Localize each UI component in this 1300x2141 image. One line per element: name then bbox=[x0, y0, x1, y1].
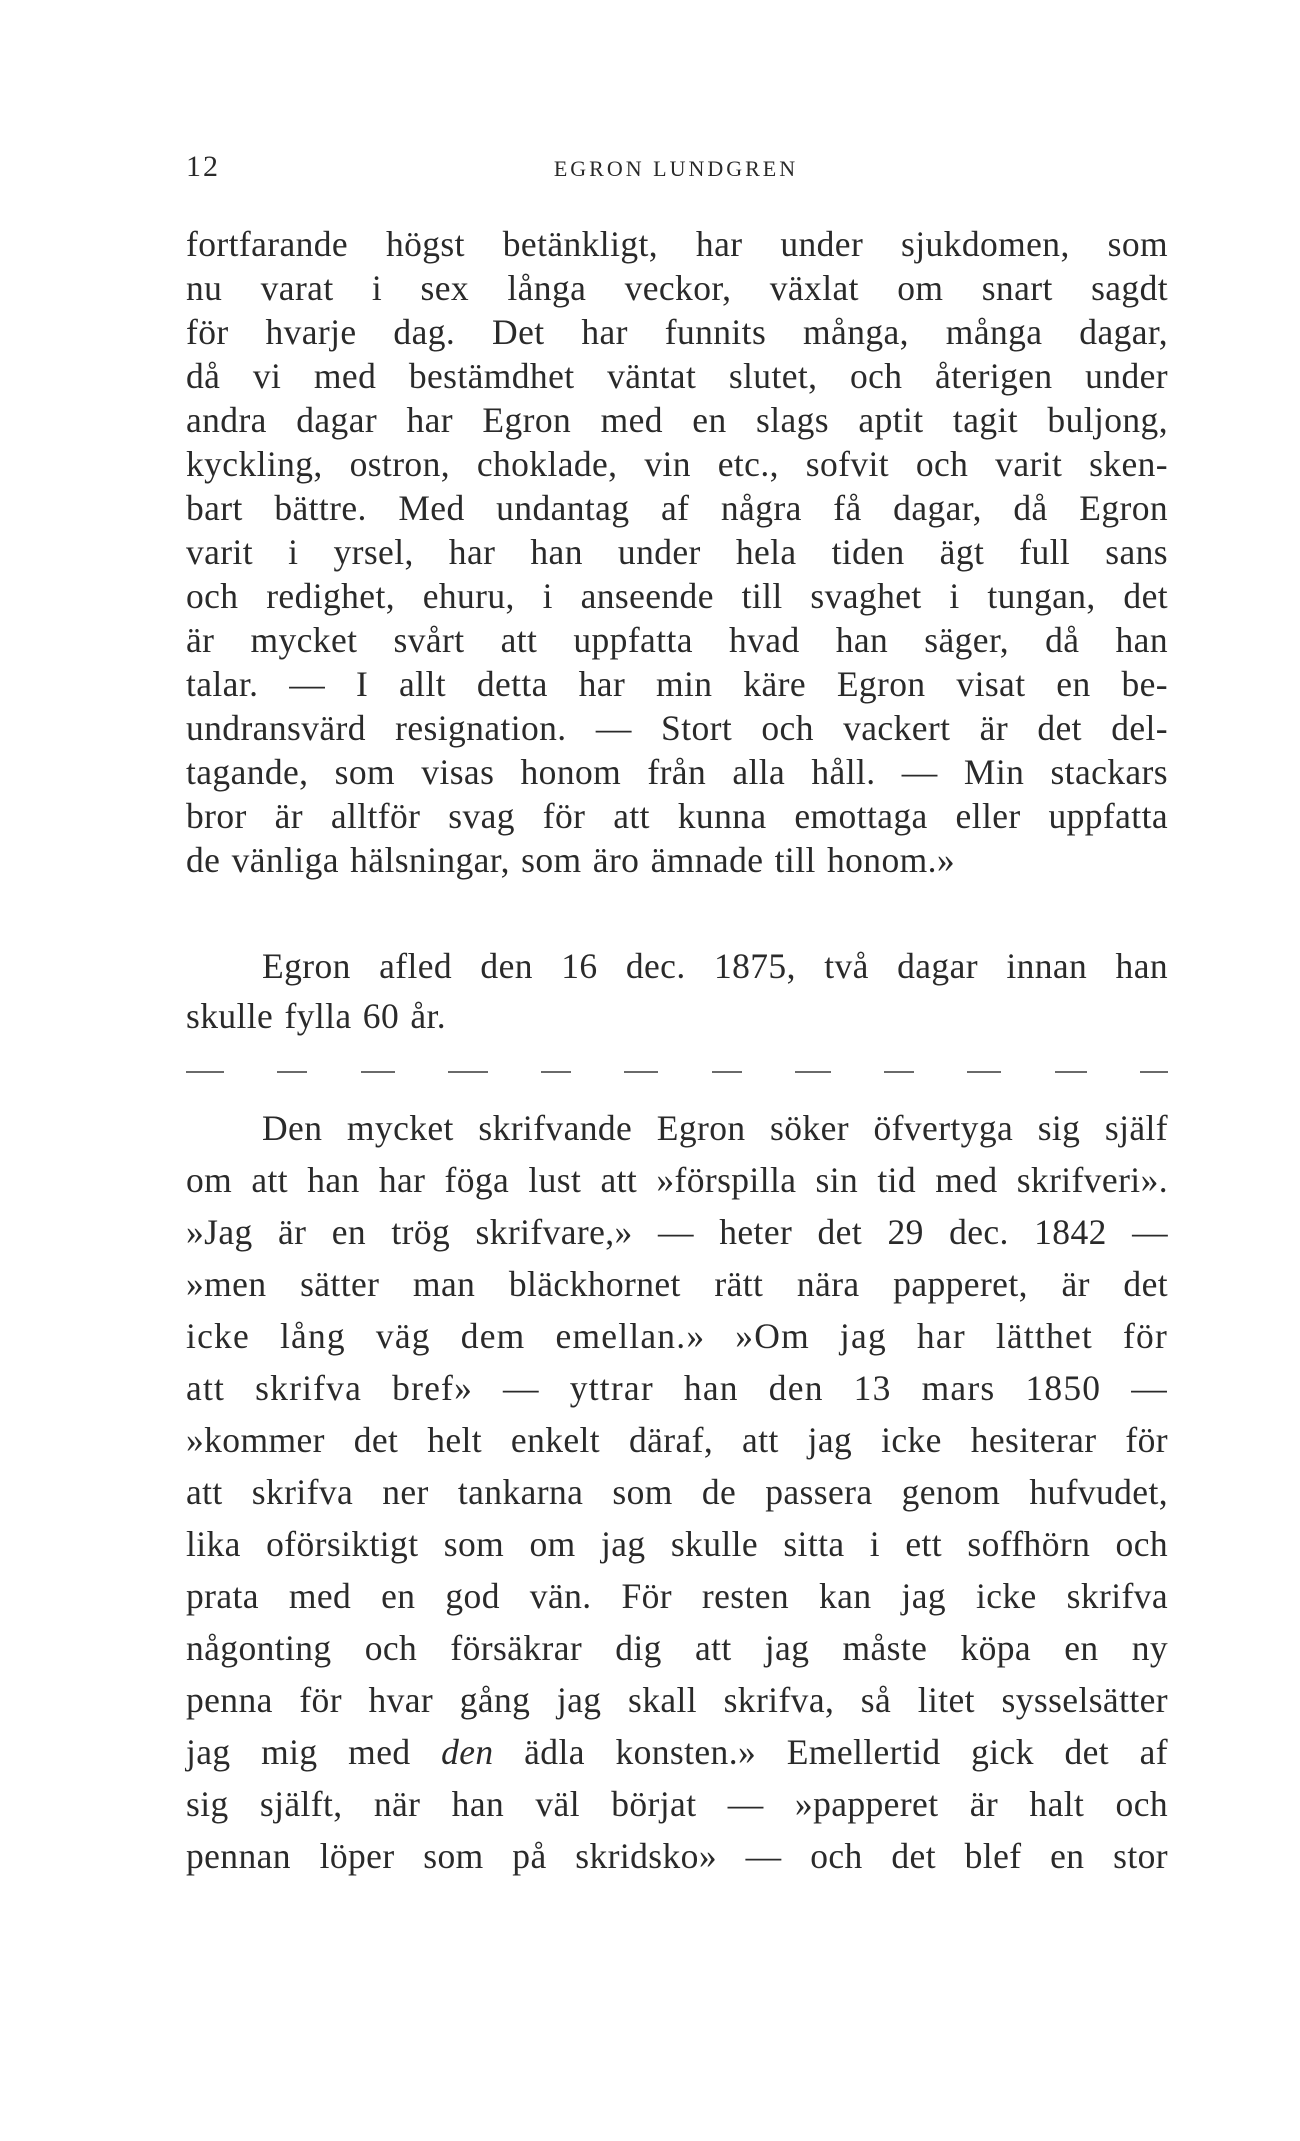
text-line: är mycket svårt att uppfatta hvad han säger, då han bbox=[186, 620, 1168, 660]
text-line: nu varat i sex långa veckor, växlat om snart sagdt bbox=[186, 268, 1168, 308]
text-line: andra dagar har Egron med en slags aptit tagit buljong, bbox=[186, 400, 1168, 440]
text-line bbox=[186, 1730, 1168, 1774]
text-line: talar. — I allt detta har min käre Egron visat en be- bbox=[186, 664, 1168, 704]
text-line: prata med en god vän. För resten kan jag icke skrifva bbox=[186, 1576, 1168, 1616]
text-line: lika oförsiktigt som om jag skulle sitta i ett soffhörn och bbox=[186, 1524, 1168, 1564]
text-line: kyckling, ostron, choklade, vin etc., sofvit och varit sken- bbox=[186, 444, 1168, 484]
text-line: för hvarje dag. Det har funnits många, många dagar, bbox=[186, 312, 1168, 352]
text-line: att skrifva bref» — yttrar han den 13 mars 1850 — bbox=[186, 1368, 1168, 1408]
text-line: de vänliga hälsningar, som äro ämnade till honom.» bbox=[186, 840, 956, 880]
text-line: sig själft, när han väl börjat — »papperet är halt och bbox=[186, 1784, 1168, 1824]
text-line: penna för hvar gång jag skall skrifva, så litet sysselsätter bbox=[186, 1680, 1168, 1720]
text-line: undransvärd resignation. — Stort och vackert är det del- bbox=[186, 708, 1168, 748]
text-line: »kommer det helt enkelt däraf, att jag icke hesiterar för bbox=[186, 1420, 1168, 1460]
section-separator bbox=[186, 1070, 1168, 1074]
page-header bbox=[186, 150, 1166, 190]
text-line: Den mycket skrifvande Egron söker öfvertyga sig själf bbox=[262, 1108, 1168, 1148]
text-line: och redighet, ehuru, i anseende till svaghet i tungan, det bbox=[186, 576, 1168, 616]
text-line: fortfarande högst betänkligt, har under sjukdomen, som bbox=[186, 224, 1168, 264]
italic-word: den bbox=[441, 1732, 494, 1772]
text-line: »Jag är en trög skrifvare,» — heter det 29 dec. 1842 — bbox=[186, 1212, 1168, 1252]
text-line: om att han har föga lust att »förspilla sin tid med skrifveri». bbox=[186, 1160, 1168, 1200]
text-line: bart bättre. Med undantag af några få dagar, då Egron bbox=[186, 488, 1168, 528]
text-line: »men sätter man bläckhornet rätt nära papperet, är det bbox=[186, 1264, 1168, 1304]
page-number: 12 bbox=[186, 150, 220, 183]
text-line: att skrifva ner tankarna som de passera genom hufvudet, bbox=[186, 1472, 1168, 1512]
running-head: EGRON LUNDGREN bbox=[553, 156, 799, 181]
text-fragment: jag mig med bbox=[186, 1732, 442, 1772]
text-line: tagande, som visas honom från alla håll. — Min stackars bbox=[186, 752, 1168, 792]
text-line: någonting och försäkrar dig att jag måste köpa en ny bbox=[186, 1628, 1168, 1668]
text-line: då vi med bestämdhet väntat slutet, och återigen under bbox=[186, 356, 1168, 396]
text-line: pennan löper som på skridsko» — och det blef en stor bbox=[186, 1836, 1168, 1876]
text-line: icke lång väg dem emellan.» »Om jag har lätthet för bbox=[186, 1316, 1168, 1356]
text-fragment: ädla konsten.» Emellertid gick det af bbox=[493, 1732, 1168, 1772]
text-line: skulle fylla 60 år. bbox=[186, 996, 447, 1036]
text-line: bror är alltför svag för att kunna emottaga eller uppfatta bbox=[186, 796, 1168, 836]
text-line: Egron afled den 16 dec. 1875, två dagar innan han bbox=[262, 946, 1168, 986]
text-line: varit i yrsel, har han under hela tiden ägt full sans bbox=[186, 532, 1168, 572]
